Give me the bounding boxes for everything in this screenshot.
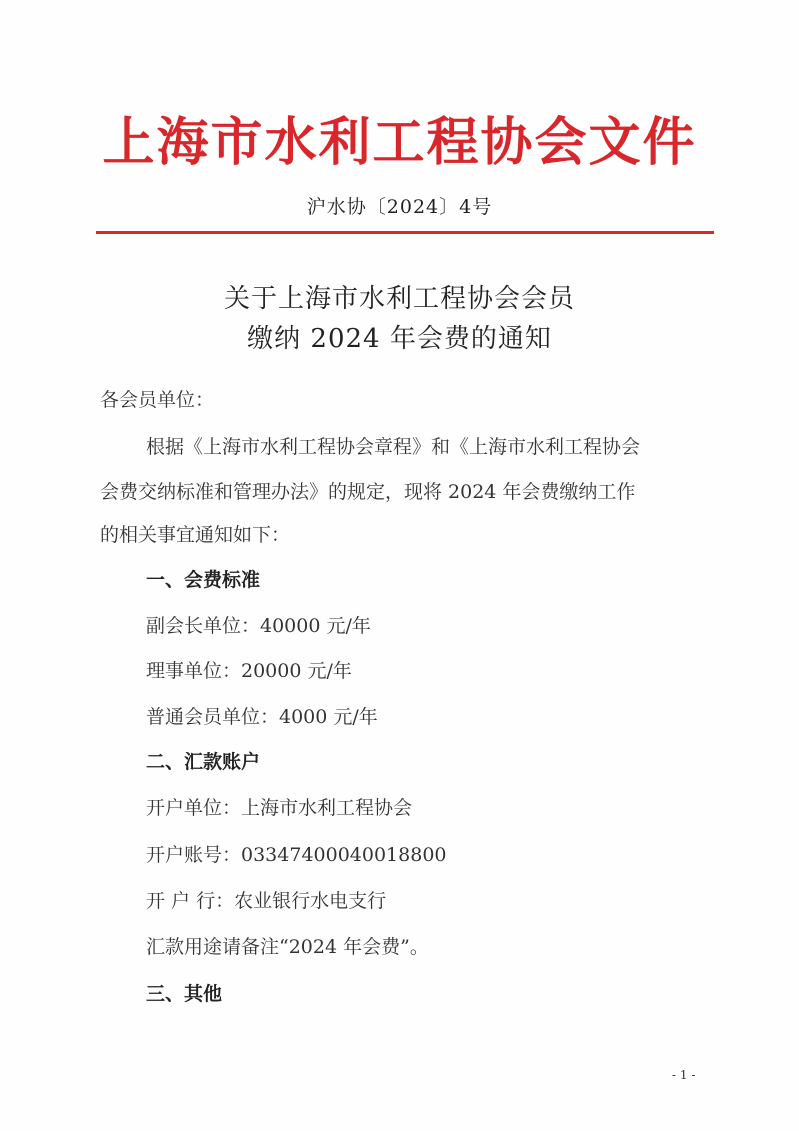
document-number: 沪水协〔2024〕4号 <box>306 196 493 218</box>
header-divider <box>96 231 714 234</box>
intro-line-1: 根据《上海市水利工程协会章程》和《上海市水利工程协会 <box>146 436 641 458</box>
account-item: 汇款用途请备注“2024 年会费”。 <box>146 936 429 958</box>
fee-item: 理事单位：20000 元/年 <box>146 660 352 682</box>
page-number: - 1 - <box>672 1068 696 1082</box>
section-heading-remittance-account: 二、汇款账户 <box>146 751 261 773</box>
header-title: 上海市水利工程协会文件 <box>102 112 697 173</box>
section-heading-fee-standard: 一、会费标准 <box>146 569 261 591</box>
account-item: 开户单位：上海市水利工程协会 <box>146 797 413 819</box>
notice-title-line-1: 关于上海市水利工程协会会员 <box>223 284 575 314</box>
section-heading-other: 三、其他 <box>146 983 223 1005</box>
account-item: 开 户 行：农业银行水电支行 <box>146 890 387 912</box>
salutation: 各会员单位： <box>100 389 215 411</box>
account-item: 开户账号：03347400040018800 <box>146 844 447 866</box>
fee-item: 普通会员单位：4000 元/年 <box>146 706 378 728</box>
intro-line-3: 的相关事宜通知如下： <box>100 524 291 546</box>
intro-line-2: 会费交纳标准和管理办法》的规定，现将 2024 年会费缴纳工作 <box>100 481 636 503</box>
fee-item: 副会长单位：40000 元/年 <box>146 615 371 637</box>
notice-title-line-2: 缴纳 2024 年会费的通知 <box>247 324 552 354</box>
